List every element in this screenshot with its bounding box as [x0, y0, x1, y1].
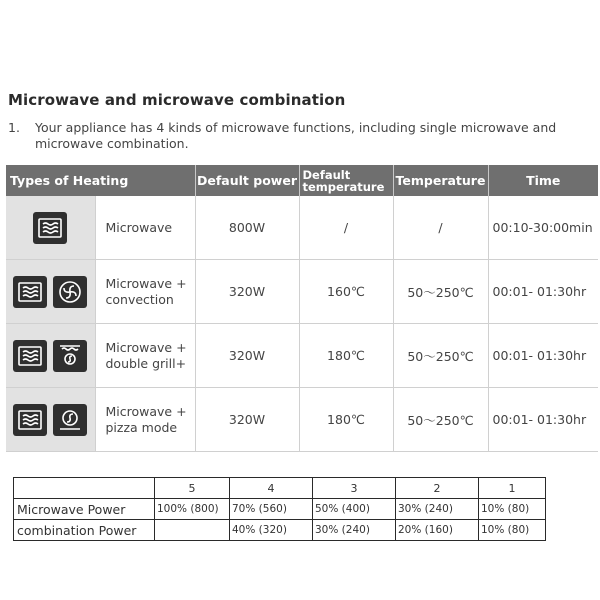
microwave-icon — [33, 212, 67, 244]
mode-name-line1: Microwave + — [105, 275, 187, 291]
mode-name — [95, 324, 195, 388]
table-row — [6, 196, 598, 260]
power-cell: 40% (320) — [230, 520, 313, 541]
intro-text: Your appliance has 4 kinds of microwave functions, including single microwave and microwave combination. — [35, 120, 557, 151]
default-power-value: 800W — [195, 196, 299, 260]
default-temperature-value: 160℃ — [299, 260, 393, 324]
power-cell — [155, 520, 230, 541]
power-cell: 20% (160) — [396, 520, 479, 541]
mode-name-line2: pizza mode — [105, 419, 178, 435]
table-row — [6, 260, 598, 324]
time-value: 00:01- 01:30hr — [488, 260, 598, 324]
temperature-value: 50～250℃ — [393, 388, 488, 452]
power-cell: 10% (80) — [479, 499, 546, 520]
temperature-value: / — [393, 196, 488, 260]
mode-icons — [6, 324, 95, 388]
default-temperature-value: 180℃ — [299, 324, 393, 388]
table-header-row — [6, 165, 598, 196]
power-level-header-row — [14, 478, 546, 499]
mode-icons — [6, 196, 95, 260]
power-levels-table — [13, 477, 546, 541]
microwave-icon — [13, 276, 47, 308]
time-value: 00:10-30:00min — [488, 196, 598, 260]
header-default-temperature-line1: Default — [302, 167, 351, 182]
table-row — [6, 324, 598, 388]
power-level-5: 5 — [155, 478, 230, 499]
header-types-of-heating: Types of Heating — [6, 165, 195, 196]
double-grill-icon — [53, 340, 87, 372]
temperature-value: 50～250℃ — [393, 324, 488, 388]
header-default-temperature — [299, 165, 393, 196]
power-level-2: 2 — [396, 478, 479, 499]
microwave-icon — [13, 340, 47, 372]
list-number: 1. — [8, 120, 20, 135]
header-time: Time — [488, 165, 598, 196]
default-temperature-value: 180℃ — [299, 388, 393, 452]
power-header-empty-cell — [14, 478, 155, 499]
table-row — [6, 388, 598, 452]
power-cell: 30% (240) — [396, 499, 479, 520]
power-level-3: 3 — [313, 478, 396, 499]
header-default-power: Default power — [195, 165, 299, 196]
microwave-icon — [13, 404, 47, 436]
power-cell: 100% (800) — [155, 499, 230, 520]
power-level-4: 4 — [230, 478, 313, 499]
power-cell: 50% (400) — [313, 499, 396, 520]
mode-name-line2: convection — [105, 291, 174, 307]
mode-name — [95, 196, 195, 260]
mode-name-line2: double grill+ — [105, 355, 187, 371]
intro-paragraph — [8, 120, 596, 152]
mode-name — [95, 260, 195, 324]
power-cell: 10% (80) — [479, 520, 546, 541]
header-temperature: Temperature — [393, 165, 488, 196]
default-power-value: 320W — [195, 324, 299, 388]
power-level-1: 1 — [479, 478, 546, 499]
mode-name-line1: Microwave — [105, 219, 173, 235]
default-power-value: 320W — [195, 260, 299, 324]
mode-icons — [6, 388, 95, 452]
mode-name — [95, 388, 195, 452]
convection-fan-icon — [53, 276, 87, 308]
default-temperature-value: / — [299, 196, 393, 260]
time-value: 00:01- 01:30hr — [488, 324, 598, 388]
mode-icons — [6, 260, 95, 324]
power-row-combination — [14, 520, 546, 541]
pizza-mode-icon — [53, 404, 87, 436]
power-row-label: Microwave Power — [14, 499, 155, 520]
power-cell: 30% (240) — [313, 520, 396, 541]
mode-name-line1: Microwave + — [105, 403, 187, 419]
section-heading: Microwave and microwave combination — [8, 91, 346, 109]
power-cell: 70% (560) — [230, 499, 313, 520]
mode-name-line1: Microwave + — [105, 339, 187, 355]
time-value: 00:01- 01:30hr — [488, 388, 598, 452]
power-row-microwave — [14, 499, 546, 520]
default-power-value: 320W — [195, 388, 299, 452]
header-default-temperature-line2: temperature — [302, 179, 385, 194]
heating-types-table — [6, 165, 598, 452]
power-row-label: combination Power — [14, 520, 155, 541]
temperature-value: 50～250℃ — [393, 260, 488, 324]
